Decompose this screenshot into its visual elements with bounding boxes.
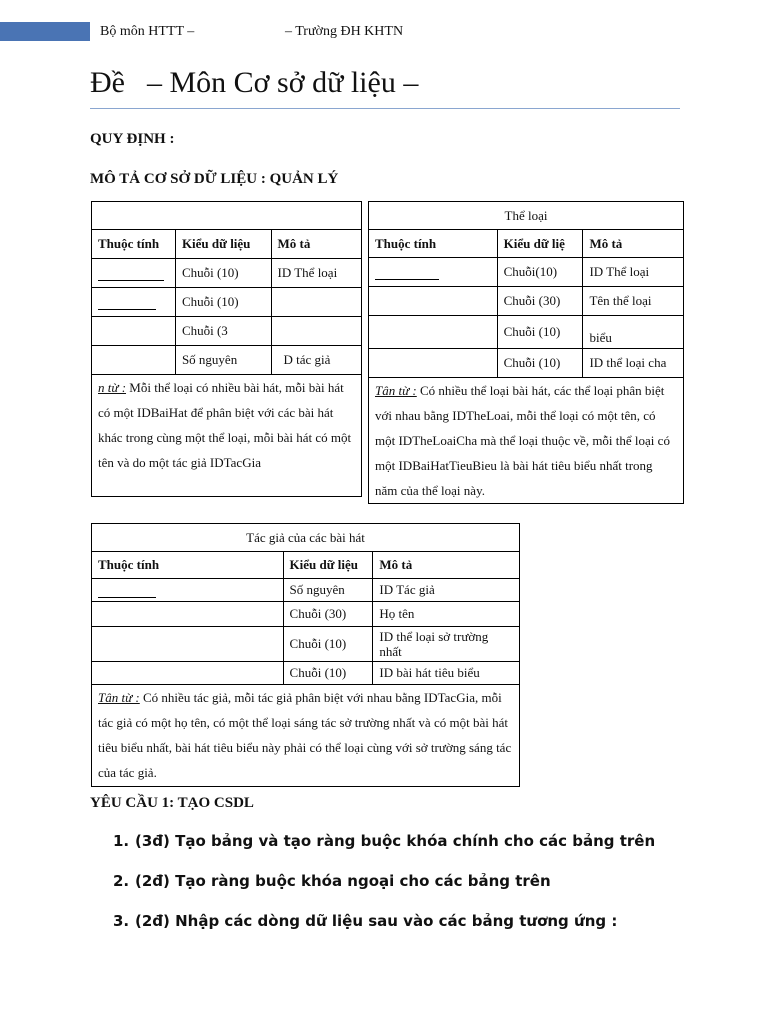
description-cell: ID Tác giả xyxy=(373,579,520,602)
attribute-cell xyxy=(92,288,176,317)
header-department: Bộ môn HTTT – xyxy=(100,24,195,39)
genre-table xyxy=(368,201,684,504)
type-cell: Số nguyên xyxy=(175,346,271,375)
genre-table-note xyxy=(369,378,684,504)
note-text: Có nhiều tác giả, mỗi tác giả phân biệt với nhau bằng IDTacGia, mỗi tác giả có một họ tên, có một thể loại sáng tác sở trường nhất và có một bài hát tiêu biểu nhất, bài hát tiêu biểu này phải có thể loại cùng với sở trường sáng tác của tác giả. xyxy=(98,690,512,780)
item-number: 1. xyxy=(113,832,130,850)
attribute-cell xyxy=(92,579,284,602)
header-accent-bar xyxy=(0,22,90,41)
type-cell: Chuỗi (10) xyxy=(283,662,373,685)
description-cell: D tác giả xyxy=(271,346,362,375)
column-header: Kiểu dữ liệu xyxy=(175,230,271,259)
attribute-cell xyxy=(92,346,176,375)
attribute-cell xyxy=(369,258,498,287)
type-cell: Chuỗi (30) xyxy=(283,602,373,627)
note-text: Mỗi thể loại có nhiều bài hát, mỗi bài hát có một IDBaiHat để phân biệt với các bài hát khác trong cùng một thể loại, mỗi bài hát có một tên và do một tác giả IDTacGia xyxy=(98,380,352,470)
title-divider xyxy=(90,108,680,109)
table-row xyxy=(92,346,362,375)
note-label: Tân từ : xyxy=(98,690,140,705)
song-table xyxy=(91,201,362,497)
section-db-description: MÔ TẢ CƠ SỞ DỮ LIỆU : QUẢN LÝ xyxy=(90,171,339,187)
table-row xyxy=(369,316,684,349)
title-rest: – Môn Cơ sở dữ liệu – xyxy=(146,66,419,99)
type-cell: Chuỗi (30) xyxy=(497,287,583,316)
table-row xyxy=(369,287,684,316)
type-cell: Chuỗi (10) xyxy=(175,259,271,288)
type-cell: Số nguyên xyxy=(283,579,373,602)
column-header: Thuộc tính xyxy=(92,552,284,579)
type-cell: Chuỗi (10) xyxy=(497,316,583,349)
header-university: – Trường ĐH KHTN xyxy=(285,24,404,39)
column-header: Thuộc tính xyxy=(369,230,498,258)
attribute-cell xyxy=(92,602,284,627)
description-cell: ID Thể loại xyxy=(583,258,684,287)
description-cell xyxy=(271,288,362,317)
table-row xyxy=(92,662,520,685)
description-cell: ID thể loại sở trường nhất xyxy=(373,627,520,662)
description-cell: ID Thể loại xyxy=(271,259,362,288)
note-text: Có nhiều thể loại bài hát, các thể loại phân biệt với nhau bằng IDTheLoai, mỗi thể loại có một tên, có một IDTheLoaiCha mà thể loại thuộc về, mỗi thể loại có một IDBaiHatTieuBieu là bài hát tiêu biểu nhất trong năm của thể loại này. xyxy=(375,383,670,498)
song-table-note xyxy=(92,375,362,497)
item-text: (3đ) Tạo bảng và tạo ràng buộc khóa chính cho các bảng trên xyxy=(135,832,656,850)
table-row xyxy=(92,602,520,627)
requirement-item xyxy=(113,912,617,930)
attribute-cell xyxy=(369,349,498,378)
blank-line xyxy=(375,267,439,280)
item-text: (2đ) Tạo ràng buộc khóa ngoại cho các bảng trên xyxy=(135,872,551,890)
attribute-cell xyxy=(92,259,176,288)
note-label: n từ : xyxy=(98,380,127,395)
table-row xyxy=(92,259,362,288)
requirement-item xyxy=(113,872,551,890)
column-header: Kiểu dữ liệ xyxy=(497,230,583,258)
attribute-cell xyxy=(369,316,498,349)
attribute-cell xyxy=(92,662,284,685)
genre-table-caption: Thể loại xyxy=(369,202,684,230)
column-header: Kiểu dữ liệu xyxy=(283,552,373,579)
type-cell: Chuỗi (3 xyxy=(175,317,271,346)
author-table-note xyxy=(92,685,520,787)
table-row xyxy=(369,258,684,287)
author-table xyxy=(91,523,520,787)
blank-line xyxy=(98,268,164,281)
description-cell: ID thể loại cha xyxy=(583,349,684,378)
author-table-caption: Tác giả của các bài hát xyxy=(92,524,520,552)
type-cell: Chuỗi (10) xyxy=(283,627,373,662)
description-cell: Tên thể loại xyxy=(583,287,684,316)
description-cell xyxy=(271,317,362,346)
note-label: Tân từ : xyxy=(375,383,417,398)
page-title xyxy=(90,66,418,100)
type-cell: Chuỗi(10) xyxy=(497,258,583,287)
item-text: (2đ) Nhập các dòng dữ liệu sau vào các bảng tương ứng : xyxy=(135,912,618,930)
item-number: 2. xyxy=(113,872,130,890)
type-cell: Chuỗi (10) xyxy=(175,288,271,317)
table-row xyxy=(92,579,520,602)
table-row xyxy=(369,349,684,378)
section-rules: QUY ĐỊNH : xyxy=(90,131,175,147)
column-header: Mô tả xyxy=(271,230,362,259)
attribute-cell xyxy=(92,317,176,346)
table-row xyxy=(92,288,362,317)
table-row xyxy=(92,627,520,662)
blank-line xyxy=(98,585,156,598)
column-header: Thuộc tính xyxy=(92,230,176,259)
column-header: Mô tả xyxy=(583,230,684,258)
attribute-cell xyxy=(369,287,498,316)
column-header: Mô tả xyxy=(373,552,520,579)
description-cell: biểu xyxy=(583,316,684,349)
requirement-heading: YÊU CẦU 1: TẠO CSDL xyxy=(90,795,254,811)
attribute-cell xyxy=(92,627,284,662)
type-cell: Chuỗi (10) xyxy=(497,349,583,378)
item-number: 3. xyxy=(113,912,130,930)
description-cell: ID bài hát tiêu biểu xyxy=(373,662,520,685)
requirement-item xyxy=(113,832,655,850)
blank-line xyxy=(98,297,156,310)
description-cell: Họ tên xyxy=(373,602,520,627)
title-prefix: Đề xyxy=(90,66,125,99)
song-table-caption xyxy=(92,202,362,230)
table-row xyxy=(92,317,362,346)
